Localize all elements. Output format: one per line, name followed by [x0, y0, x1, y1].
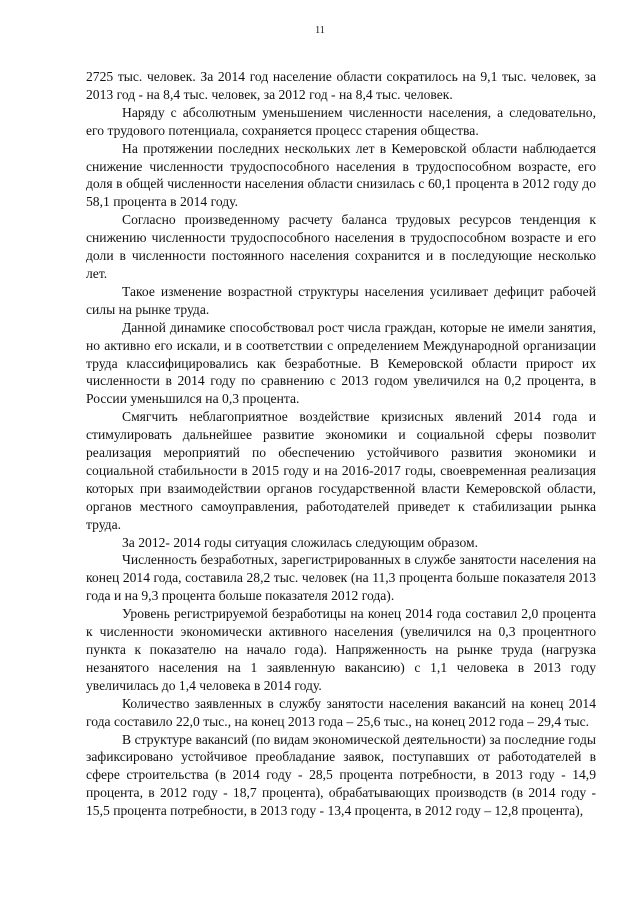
paragraph-aging: Наряду с абсолютным уменьшением численности населения, а следовательно, его трудового потенциала, сохраняется процесс старения общества.: [86, 104, 596, 138]
paragraph-population-decline: 2725 тыс. человек. За 2014 год население области сократилось на 9,1 тыс. человек, за 2013 год - на 8,4 тыс. человек, за 2012 год - на 8,4 тыс. человек.: [86, 69, 596, 102]
paragraph-unemployed-growth: Данной динамике способствовал рост числа граждан, которые не имели занятия, но активно его искали, и в соответствии с определением Международной организации труда классифицировались как безработные. В Кемеровской области прирост их численности в 2014 году по сравнению с 2013 годом увеличился на 0,2 процента, в России уменьшился на 0,3 процента.: [86, 319, 596, 407]
paragraph-crisis-measures: Смягчить неблагоприятное воздействие кризисных явлений 2014 года и стимулировать дальнейшее развитие экономики и социальной сферы позволит реализация мероприятий по обеспечению устойчивого развития экономики и социальной стабильности в 2015 году и на 2016-2017 годы, своевременная реализация которых при взаимодействии органов государственной власти Кемеровской области, органов местного самоуправления, работодателей приведет к стабилизации рынка труда.: [86, 409, 596, 532]
page-number: 11: [315, 25, 325, 36]
paragraph-labor-balance: Согласно произведенному расчету баланса трудовых ресурсов тенденция к снижению численности трудоспособного населения в трудоспособном возрасте и его доли в численности постоянного населения сохранится и в последующие несколько лет.: [86, 212, 596, 281]
paragraph-labor-deficit: Такое изменение возрастной структуры населения усиливает дефицит рабочей силы на рынке труда.: [86, 283, 596, 317]
paragraph-situation-intro: За 2012- 2014 годы ситуация сложилась следующим образом.: [122, 534, 478, 550]
paragraph-registered-unemployed: Численность безработных, зарегистрированных в службе занятости населения на конец 2014 года, составила 28,2 тыс. человек (на 11,3 процента больше показателя 2013 года и на 9,3 процента больше показателя 2012 года).: [86, 552, 596, 604]
paragraph-workforce-decrease: На протяжении последних нескольких лет в Кемеровской области наблюдается снижение численности трудоспособного населения в трудоспособном возрасте, его доля в общей численности населения области снизилась с 60,1 процента в 2012 году до 58,1 процента в 2014 году.: [86, 140, 596, 210]
paragraph-vacancy-structure: В структуре вакансий (по видам экономической деятельности) за последние годы зафиксировано устойчивое преобладание заявок, поступавших от работодателей в сфере строительства (в 2014 году - 28,5 процента потребности, в 2013 году - 14,9 процента, в 2012 году - 18,7 процента), обрабатывающих производств (в 2014 году - 15,5 процента потребности, в 2013 году - 13,4 процента, в 2012 году – 12,8 процента),: [86, 731, 596, 819]
paragraph-unemployment-rate: Уровень регистрируемой безработицы на конец 2014 года составил 2,0 процента к численности экономически активного населения (увеличился на 0,3 процентного пункта к показателю на начало года). Напряженность на рынке труда (нагрузка незанятого населения на 1 заявленную вакансию) с 1,1 человека в 2013 году увеличилась до 1,4 человека в 2014 году.: [86, 606, 596, 693]
document-body: [86, 68, 596, 820]
paragraph-vacancies-count: Количество заявленных в службу занятости населения вакансий на конец 2014 года составило 22,0 тыс., на конец 2013 года – 25,6 тыс., на конец 2012 года – 29,4 тыс.: [86, 695, 596, 729]
